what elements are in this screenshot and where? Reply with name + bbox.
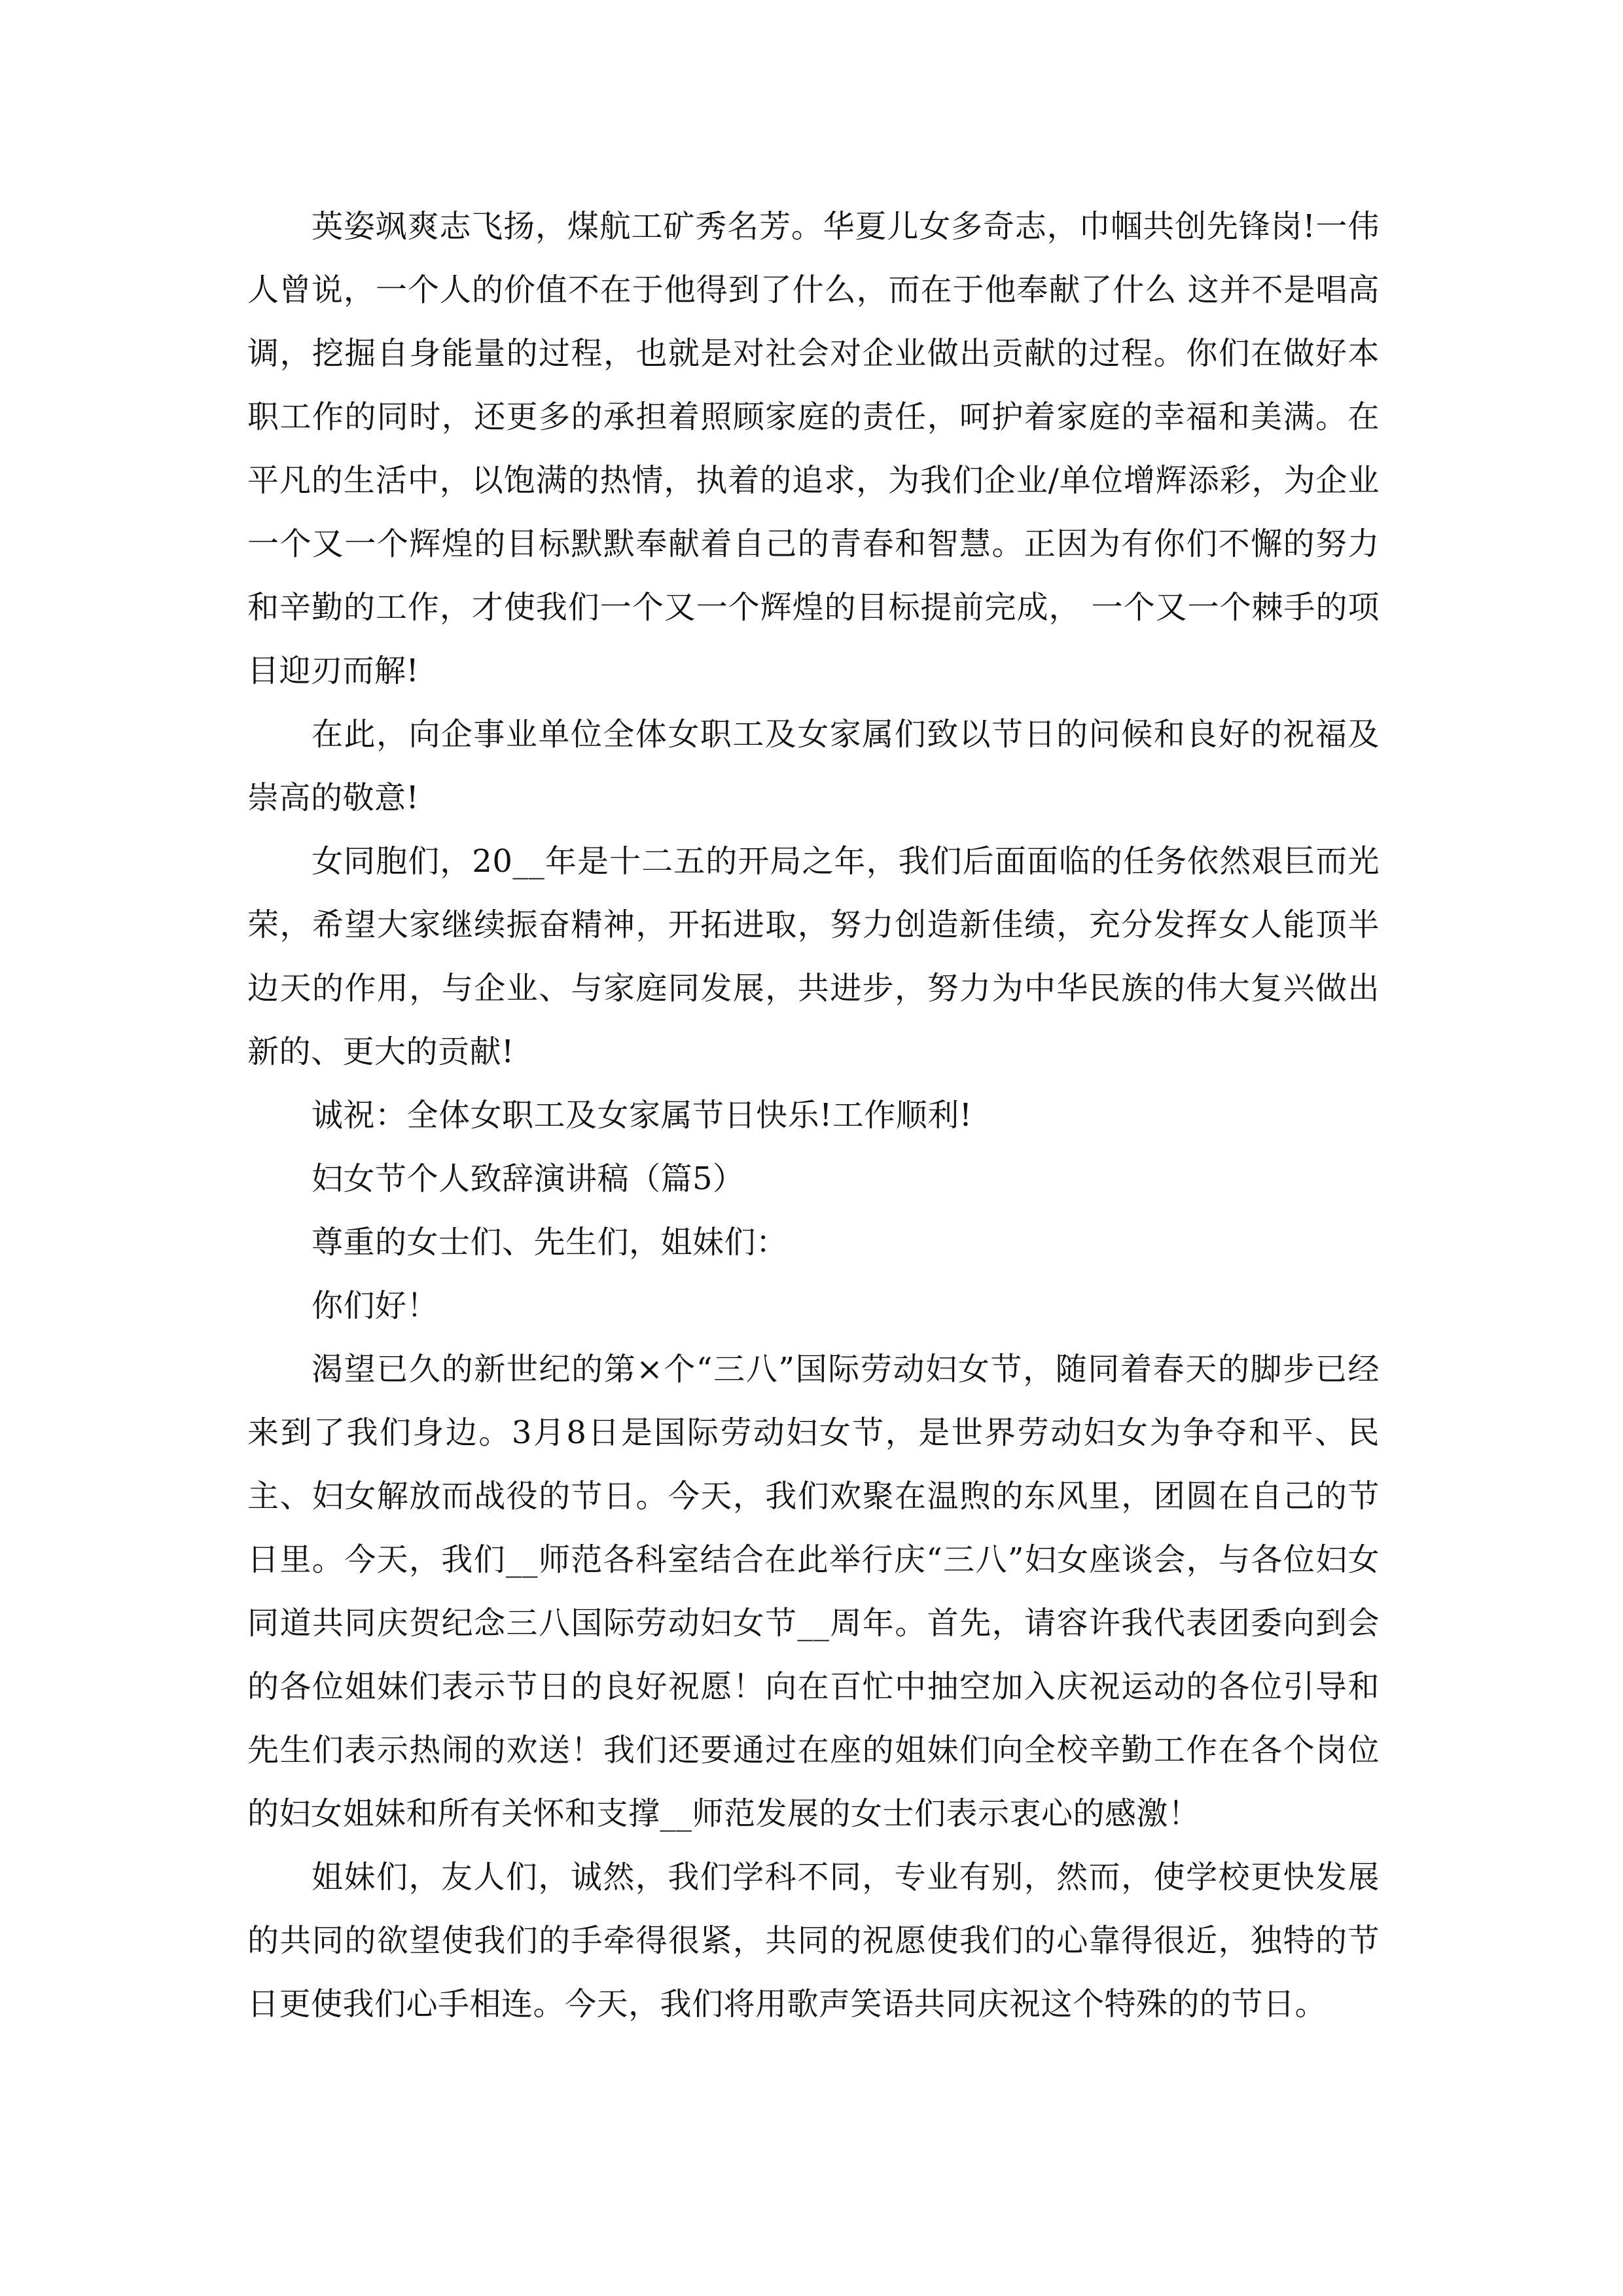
salutation: 尊重的女士们、先生们，姐妹们： bbox=[312, 1224, 788, 1261]
body-text bbox=[247, 195, 1380, 2036]
salutation: 你们好！ bbox=[312, 1287, 439, 1324]
paragraph: 姐妹们，友人们，诚然，我们学科不同，专业有别，然而，使学校更快发展的共同的欲望使我们的手牵得很紧，共同的祝愿使我们的心靠得很近，独特的节日更使我们心手相连。今天，我们将用歌声笑语共同庆祝这个特殊的的节日。 bbox=[247, 1859, 1380, 2022]
paragraph: 在此，向企事业单位全体女职工及女家属们致以节日的问候和良好的祝福及崇高的敬意! bbox=[247, 716, 1380, 816]
paragraph: 女同胞们，20__年是十二五的开局之年，我们后面面临的任务依然艰巨而光荣，希望大家继续振奋精神，开拓进取，努力创造新佳绩，充分发挥女人能顶半边天的作用，与企业、与家庭同发展，共进步，努力为中华民族的伟大复兴做出新的、更大的贡献! bbox=[247, 843, 1380, 1070]
greeting-line: 诚祝：全体女职工及女家属节日快乐!工作顺利! bbox=[312, 1097, 972, 1134]
paragraph: 英姿飒爽志飞扬，煤航工矿秀名芳。华夏儿女多奇志，巾帼共创先锋岗!一伟人曾说，一个人的价值不在于他得到了什么，而在于他奉献了什么 这并不是唱高调，挖掘自身能量的过程，也就是对社会对企业做出贡献的过程。你们在做好本职工作的同时，还更多的承担着照顾家庭的责任，呵护着家庭的幸福和美满。在平凡的生活中，以饱满的热情，执着的追求，为我们企业/单位增辉添彩，为企业一个又一个辉煌的目标默默奉献着自己的青春和智慧。正因为有你们不懈的努力和辛勤的工作，才使我们一个又一个辉煌的目标提前完成， 一个又一个棘手的项目迎刃而解! bbox=[247, 208, 1380, 689]
paragraph: 渴望已久的新世纪的第×个“三八”国际劳动妇女节，随同着春天的脚步已经来到了我们身边。3月8日是国际劳动妇女节，是世界劳动妇女为争夺和平、民主、妇女解放而战役的节日。今天，我们欢聚在温煦的东风里，团圆在自己的节日里。今天，我们__师范各科室结合在此举行庆“三八”妇女座谈会，与各位妇女同道共同庆贺纪念三八国际劳动妇女节__周年。首先，请容许我代表团委向到会的各位姐妹们表示节日的良好祝愿！向在百忙中抽空加入庆祝运动的各位引导和先生们表示热闹的欢送！我们还要通过在座的姐妹们向全校辛勤工作在各个岗位的妇女姐妹和所有关怀和支撑__师范发展的女士们表示衷心的感激！ bbox=[247, 1351, 1380, 1832]
section-title: 妇女节个人致辞演讲稿（篇5） bbox=[312, 1160, 745, 1197]
